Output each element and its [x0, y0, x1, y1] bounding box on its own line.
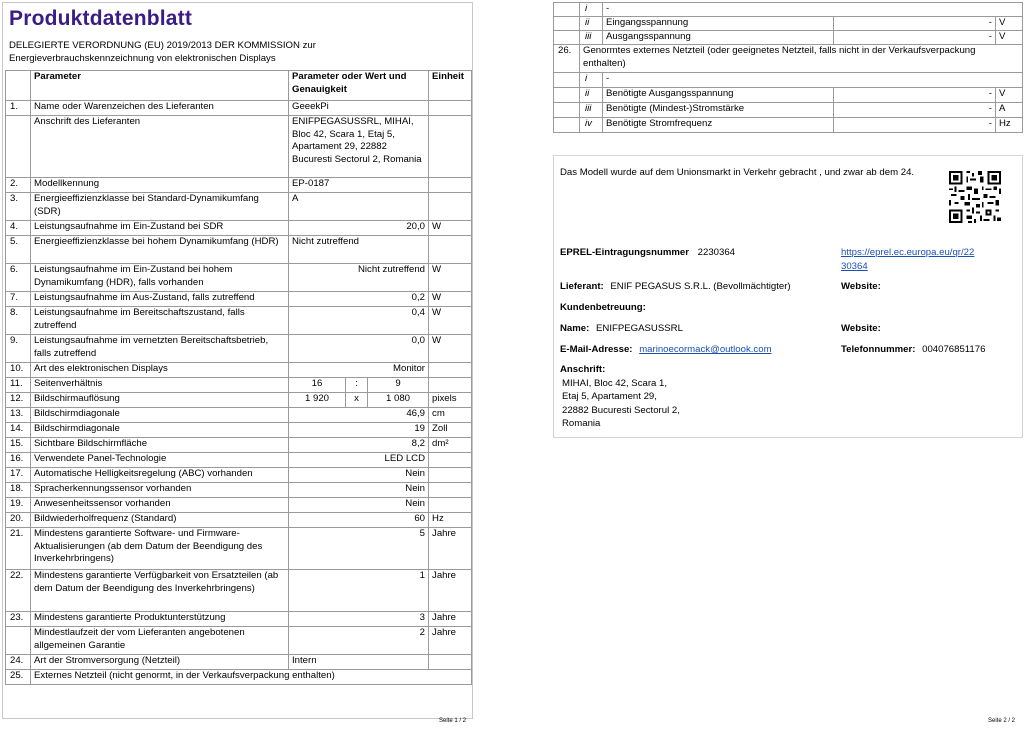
row-unit [429, 116, 472, 178]
row-number: 14. [6, 423, 31, 438]
row-label: Anschrift des Lieferanten [31, 116, 289, 178]
row-label: Bildwiederholfrequenz (Standard) [31, 513, 289, 528]
row-value: GeeekPi [289, 101, 429, 116]
row-unit [429, 101, 472, 116]
row-number: 18. [6, 483, 31, 498]
row-number: 9. [6, 335, 31, 363]
eprel-link-line-1[interactable]: https://eprel.ec.europa.eu/qr/22 [841, 247, 975, 258]
website-label-2: Website: [841, 323, 881, 334]
row-value: 1 [289, 570, 429, 612]
row-value: Nein [289, 468, 429, 483]
table-row [6, 528, 472, 570]
row-number: 7. [6, 292, 31, 307]
row-number: 6. [6, 264, 31, 292]
table-row [554, 118, 1023, 133]
name-row [560, 323, 683, 334]
table-row [6, 363, 472, 378]
table-row [554, 3, 1023, 17]
table-row [6, 670, 472, 685]
phone-value: 004076851176 [922, 344, 986, 355]
row-label: Leistungsaufnahme im Aus-Zustand, falls zutreffend [31, 292, 289, 307]
table-row [6, 178, 472, 193]
table-row [6, 423, 472, 438]
row-value: A [289, 193, 429, 221]
row-number: 4. [6, 221, 31, 236]
resolution-separator: x [346, 393, 368, 408]
page-footer-2: Seite 2 / 2 [988, 718, 1016, 724]
row-number: 19. [6, 498, 31, 513]
row-number: 3. [6, 193, 31, 221]
row-value: - [834, 17, 996, 31]
row-label: Externes Netzteil (nicht genormt, in der Verkaufsverpackung enthalten) [31, 670, 472, 685]
row-value: 0,4 [289, 307, 429, 335]
row-label: Benötigte Ausgangsspannung [603, 88, 834, 103]
row-label: Energieeffizienzklasse bei hohem Dynamikumfang (HDR) [31, 236, 289, 264]
row-label: Genormtes externes Netzteil (oder geeignetes Netzteil, falls nicht in der Verkaufsverpackung enthalten) [580, 45, 1023, 73]
table-row [6, 393, 472, 408]
row-unit: Zoll [429, 423, 472, 438]
table-row [6, 116, 472, 178]
table-row [6, 378, 472, 393]
table-row [554, 73, 1023, 88]
row-label: Bildschirmauflösung [31, 393, 289, 408]
header-parameter: Parameter [31, 71, 289, 101]
sub-index: ii [580, 17, 603, 31]
row-value: - [834, 103, 996, 118]
row-number: 1. [6, 101, 31, 116]
eprel-row [560, 247, 735, 258]
row-value: EP-0187 [289, 178, 429, 193]
row-value: Nicht zutreffend [289, 264, 429, 292]
address-line: Romania [562, 417, 601, 429]
aspect-width: 16 [289, 378, 346, 393]
phone-row [841, 344, 985, 355]
row-unit: A [996, 103, 1023, 118]
row-number: 17. [6, 468, 31, 483]
datasheet-page-2 [553, 2, 1022, 717]
row-value: 5 [289, 528, 429, 570]
row-value: 0,0 [289, 335, 429, 363]
row-label: Mindestens garantierte Software- und Firmware-Aktualisierungen (ab dem Datum der Beendigung des Inverkehrbringens) [31, 528, 289, 570]
table-row [554, 88, 1023, 103]
row-number: 13. [6, 408, 31, 423]
address-label: Anschrift: [560, 364, 606, 375]
row-label: Bildschirmdiagonale [31, 423, 289, 438]
row-unit: Jahre [429, 528, 472, 570]
row-number: 15. [6, 438, 31, 453]
row-unit: Hz [429, 513, 472, 528]
row-value: Nein [289, 483, 429, 498]
row-number: 24. [6, 655, 31, 670]
sub-index: iii [580, 103, 603, 118]
row-unit: V [996, 88, 1023, 103]
aspect-height: 9 [368, 378, 429, 393]
product-data-table [5, 70, 472, 685]
row-value: Nein [289, 498, 429, 513]
table-row [6, 468, 472, 483]
sub-index: i [580, 3, 603, 17]
aspect-separator: : [346, 378, 368, 393]
row-value: 60 [289, 513, 429, 528]
row-number: 22. [6, 570, 31, 612]
row-number: 10. [6, 363, 31, 378]
row-unit: W [429, 335, 472, 363]
row-number: 23. [6, 612, 31, 627]
table-row [554, 31, 1023, 45]
row-value: Nicht zutreffend [289, 236, 429, 264]
row-label: Art des elektronischen Displays [31, 363, 289, 378]
table-row [6, 483, 472, 498]
supplier-row [560, 281, 791, 292]
eprel-number: 2230364 [697, 247, 736, 258]
row-label: Leistungsaufnahme im vernetzten Bereitschaftsbetrieb, falls zutreffend [31, 335, 289, 363]
email-label: E-Mail-Adresse: [560, 344, 633, 355]
datasheet-page-1 [2, 2, 473, 719]
table-row [6, 438, 472, 453]
table-row [6, 612, 472, 627]
page-footer-1: Seite 1 / 2 [439, 718, 467, 724]
table-header-row [6, 71, 472, 101]
table-row [6, 570, 472, 612]
row-label: Name oder Warenzeichen des Lieferanten [31, 101, 289, 116]
table-row [6, 236, 472, 264]
row-value: - [834, 118, 996, 133]
row-label: Energieeffizienzklasse bei Standard-Dynamikumfang (SDR) [31, 193, 289, 221]
power-supply-table [553, 2, 1023, 133]
row-value: 20,0 [289, 221, 429, 236]
supplier-info-box [553, 155, 1023, 438]
row-value: 19 [289, 423, 429, 438]
customer-service-label: Kundenbetreuung: [560, 302, 646, 313]
table-row [6, 513, 472, 528]
row-unit: W [429, 307, 472, 335]
row-unit: W [429, 264, 472, 292]
row-label: Mindestens garantierte Verfügbarkeit von Ersatzteilen (ab dem Datum der Beendigung des Inverkehrbringens) [31, 570, 289, 612]
address-block [562, 377, 680, 430]
table-row [6, 408, 472, 423]
row-number: 11. [6, 378, 31, 393]
resolution-width: 1 920 [289, 393, 346, 408]
table-row [6, 292, 472, 307]
website-label-1: Website: [841, 281, 881, 292]
row-value: Intern [289, 655, 429, 670]
row-value: LED LCD [289, 453, 429, 468]
row-label: Modellkennung [31, 178, 289, 193]
row-unit: W [429, 221, 472, 236]
row-value: 3 [289, 612, 429, 627]
row-label: Spracherkennungssensor vorhanden [31, 483, 289, 498]
page-title: Produktdatenblatt [9, 7, 193, 30]
address-line: Etaj 5, Apartament 29, [562, 391, 657, 403]
table-row [6, 627, 472, 655]
phone-label: Telefonnummer: [841, 344, 916, 355]
row-value: 46,9 [289, 408, 429, 423]
row-number: 25. [6, 670, 31, 685]
row-label: Leistungsaufnahme im Ein-Zustand bei SDR [31, 221, 289, 236]
row-label: Mindestens garantierte Produktunterstützung [31, 612, 289, 627]
row-unit: Jahre [429, 570, 472, 612]
row-number: 5. [6, 236, 31, 264]
table-row [6, 655, 472, 670]
supplier-value: ENIF PEGASUS S.R.L. (Bevollmächtigter) [610, 281, 791, 292]
email-link[interactable]: marinoecormack@outlook.com [639, 344, 772, 355]
table-row [6, 193, 472, 221]
row-number: 21. [6, 528, 31, 570]
row-unit: dm² [429, 438, 472, 453]
table-row [6, 453, 472, 468]
table-row [6, 498, 472, 513]
table-row [554, 17, 1023, 31]
row-label: Art der Stromversorgung (Netzteil) [31, 655, 289, 670]
row-label: Leistungsaufnahme im Ein-Zustand bei hohem Dynamikumfang (HDR), falls vorhanden [31, 264, 289, 292]
row-value: 8,2 [289, 438, 429, 453]
row-unit: V [996, 31, 1023, 45]
row-label: - [603, 3, 1023, 17]
row-number: 16. [6, 453, 31, 468]
row-label: Automatische Helligkeitsregelung (ABC) vorhanden [31, 468, 289, 483]
row-label: Ausgangsspannung [603, 31, 834, 45]
row-value: 0,2 [289, 292, 429, 307]
sub-index: iv [580, 118, 603, 133]
sub-index: iii [580, 31, 603, 45]
row-value: ENIFPEGASUSSRL, MIHAI, Bloc 42, Scara 1, Etaj 5, Apartament 29, 22882 Bucuresti Sectorul 2, Romania [289, 116, 429, 178]
eprel-link-line-2[interactable]: 30364 [841, 261, 868, 272]
row-label: Benötigte (Mindest-)Stromstärke [603, 103, 834, 118]
email-row [560, 344, 772, 355]
sub-index: i [580, 73, 603, 88]
row-number: 8. [6, 307, 31, 335]
header-value: Parameter oder Wert und Genauigkeit [289, 71, 429, 101]
header-unit: Einheit [429, 71, 472, 101]
resolution-height: 1 080 [368, 393, 429, 408]
row-unit: W [429, 292, 472, 307]
name-value: ENIFPEGASUSSRL [596, 323, 683, 334]
qr-code-icon[interactable] [947, 169, 1003, 225]
row-unit: pixels [429, 393, 472, 408]
table-row [6, 264, 472, 292]
supplier-label: Lieferant: [560, 281, 604, 292]
table-row [6, 307, 472, 335]
table-row [6, 335, 472, 363]
row-label: Mindestlaufzeit der vom Lieferanten angebotenen allgemeinen Garantie [31, 627, 289, 655]
row-number: 26. [554, 45, 580, 73]
row-number: 12. [6, 393, 31, 408]
table-row [6, 221, 472, 236]
row-unit: V [996, 17, 1023, 31]
row-label: Leistungsaufnahme im Bereitschaftszustand, falls zutreffend [31, 307, 289, 335]
row-unit: cm [429, 408, 472, 423]
eprel-label: EPREL-Eintragungsnummer [560, 247, 689, 258]
row-unit: Hz [996, 118, 1023, 133]
market-date-text: Das Modell wurde auf dem Unionsmarkt in Verkehr gebracht , und zwar ab dem 24. [560, 167, 915, 178]
table-row [554, 45, 1023, 73]
row-label: Bildschirmdiagonale [31, 408, 289, 423]
regulation-subtitle: DELEGIERTE VERORDNUNG (EU) 2019/2013 DER KOMMISSION zur Energieverbrauchskennzeichnung von elektronischen Displays [9, 40, 316, 64]
row-label: Sichtbare Bildschirmfläche [31, 438, 289, 453]
row-value: - [834, 88, 996, 103]
row-label: Verwendete Panel-Technologie [31, 453, 289, 468]
address-line: MIHAI, Bloc 42, Scara 1, [562, 378, 668, 389]
row-value: 2 [289, 627, 429, 655]
row-label: Seitenverhältnis [31, 378, 289, 393]
row-unit: Jahre [429, 627, 472, 655]
row-label: Eingangsspannung [603, 17, 834, 31]
row-unit: Jahre [429, 612, 472, 627]
sub-index: ii [580, 88, 603, 103]
row-label: - [603, 73, 1023, 88]
row-value: Monitor [289, 363, 429, 378]
address-line: 22882 Bucuresti Sectorul 2, [562, 404, 680, 416]
row-number: 20. [6, 513, 31, 528]
row-label: Anwesenheitssensor vorhanden [31, 498, 289, 513]
table-row [6, 101, 472, 116]
row-number: 2. [6, 178, 31, 193]
row-label: Benötigte Stromfrequenz [603, 118, 834, 133]
name-label: Name: [560, 323, 590, 334]
table-row [554, 103, 1023, 118]
row-value: - [834, 31, 996, 45]
